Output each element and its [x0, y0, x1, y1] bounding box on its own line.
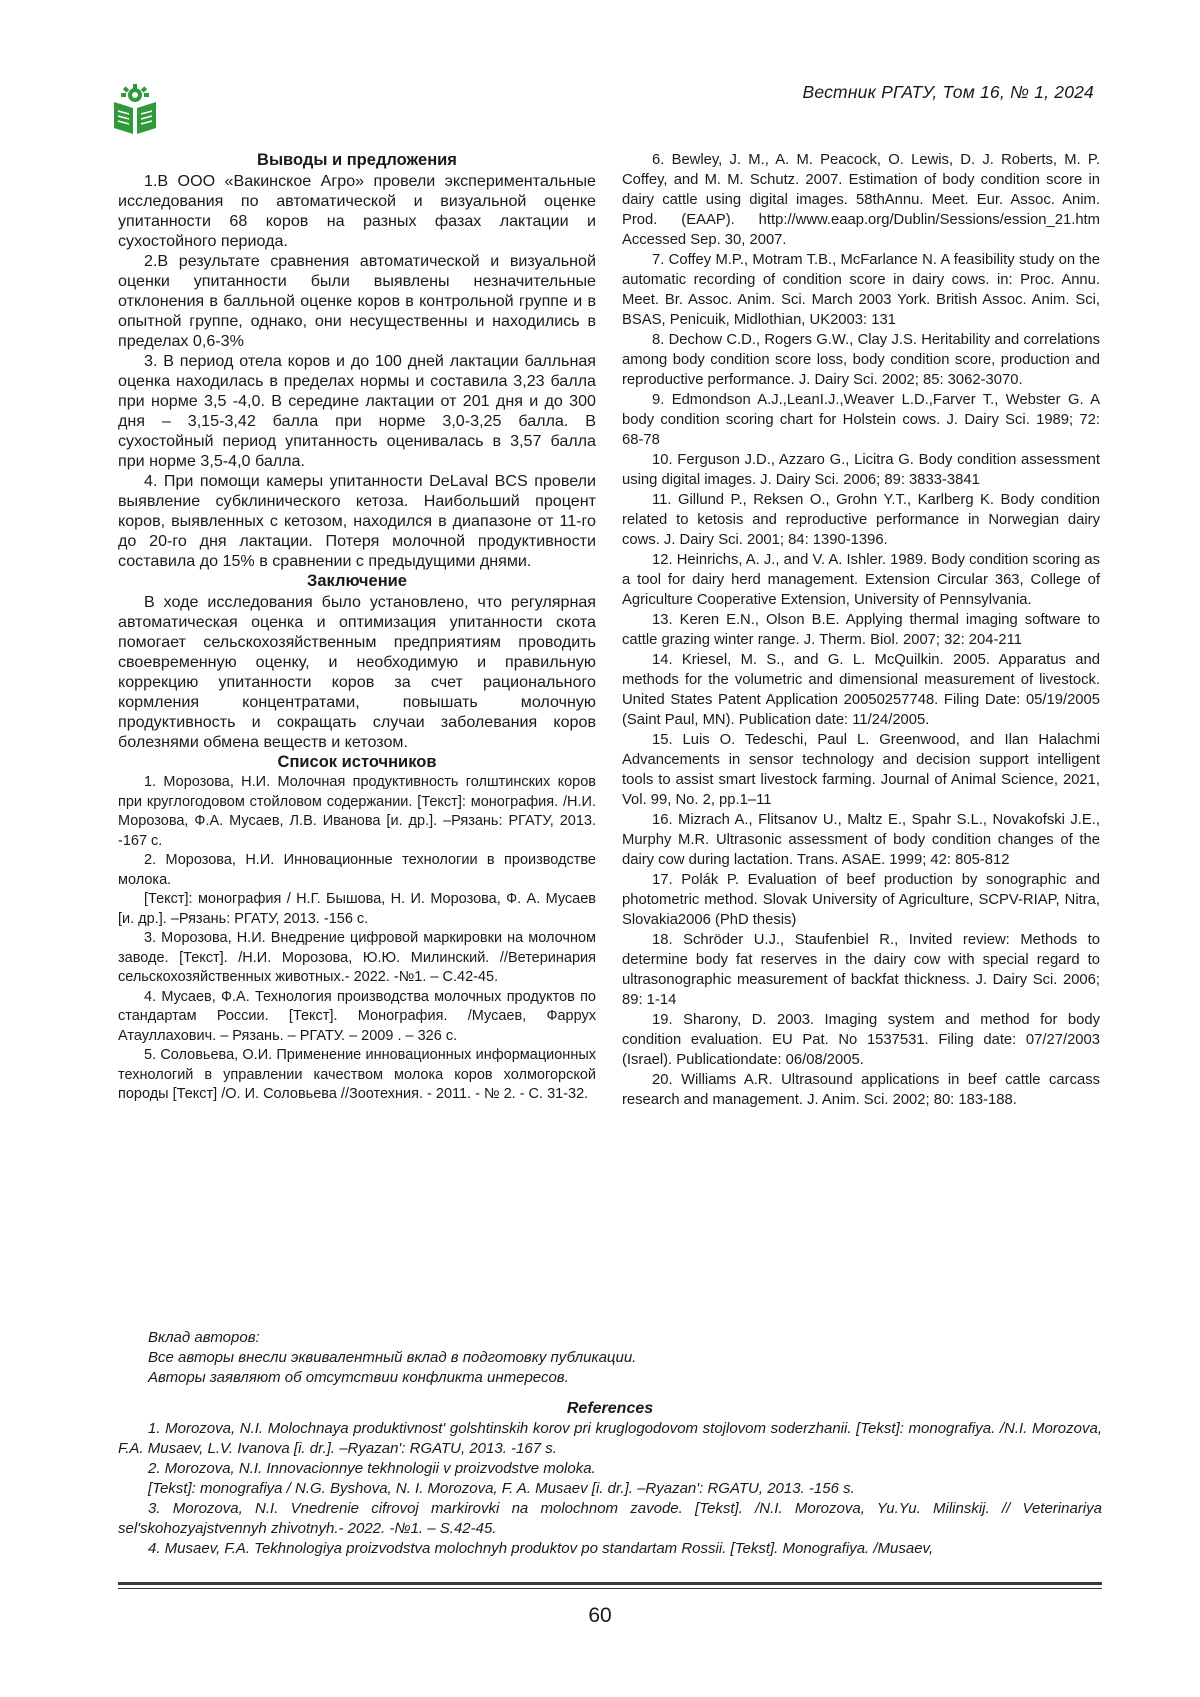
source-item: 8. Dechow C.D., Rogers G.W., Clay J.S. Heritability and correlations among body condition score loss, body condition score, production and reproductive performance. J. Dairy Sci. 2002; 85: 3062-3070.: [622, 332, 1100, 388]
source-item: 9. Edmondson A.J.,LeanI.J.,Weaver L.D.,Farver T., Webster G. A body condition scoring chart for Holstein cows. J. Dairy Sci. 1989; 72: 68-78: [622, 392, 1100, 448]
source-item: 20. Williams A.R. Ultrasound applications in beef cattle carcass research and management. J. Anim. Sci. 2002; 80: 183-188.: [622, 1072, 1100, 1108]
source-item: 15. Luis O. Tedeschi, Paul L. Greenwood, and Ilan Halachmi Advancements in sensor technology and decision support intelligent tools to assist smart livestock farming. Journal of Animal Science, 2021, Vol. 99, No. 2, pp.1–11: [622, 732, 1100, 808]
bottom-section: [118, 1328, 1102, 1559]
source-item: 11. Gillund P., Reksen O., Grohn Y.T., Karlberg K. Body condition related to ketosis and reproductive performance in Norwegian dairy cows. J. Dairy Sci. 2001; 84: 1390-1396.: [622, 492, 1100, 548]
source-item: [Текст]: монография / Н.Г. Бышова, Н. И. Морозова, Ф. А. Мусаев [и. др.]. –Рязань: РГАТУ, 2013. -156 с.: [118, 891, 596, 927]
reference-item: [Tekst]: monografiya / N.G. Byshova, N. I. Morozova, F. A. Musaev [i. dr.]. –Ryazan': RGATU, 2013. -156 s.: [148, 1480, 855, 1497]
author-contribution-title: Вклад авторов:: [148, 1329, 260, 1346]
author-contribution-text: Все авторы внесли эквивалентный вклад в подготовку публикации.: [148, 1349, 637, 1366]
conclusions-heading: Выводы и предложения: [257, 151, 457, 169]
source-item: 3. Морозова, Н.И. Внедрение цифровой маркировки на молочном заводе. [Текст]. /Н.И. Морозова, Ю.Ю. Милинский. //Ветеринария сельскохозяйственных животных.- 2022. -№1. – С.42-45.: [118, 930, 596, 985]
reference-item: 1. Morozova, N.I. Molochnaya produktivnost' golshtinskih korov pri kruglogodovom stojlovom soderzhanii. [Tekst]: monografiya. /N.I. Morozova, F.A. Musaev, L.V. Ivanova [i. dr.]. –Ryazan': RGATU, 2013. -167 s.: [118, 1420, 1102, 1457]
source-item: 14. Kriesel, M. S., and G. L. McQuilkin. 2005. Apparatus and methods for the volumetric and dimensional measurement of livestock. United States Patent Application 20050257748. Filing Date: 05/19/2005 (Saint Paul, MN). Publication date: 11/24/2005.: [622, 652, 1100, 728]
book-gear-logo-icon: [112, 84, 158, 134]
source-item: 1. Морозова, Н.И. Молочная продуктивность голштинских коров при круглогодовом стойловом содержании. [Текст]: монография. /Н.И. Морозова, Ф.А. Мусаев, Л.В. Иванова [и. др.]. –Рязань: РГАТУ, 2013. -167 с.: [118, 774, 596, 849]
reference-item: 2. Morozova, N.I. Innovacionnye tekhnologii v proizvodstve moloka.: [148, 1460, 596, 1477]
reference-item: 3. Morozova, N.I. Vnedrenie cifrovoj markirovki na molochnom zavode. [Tekst]. /N.I. Morozova, Yu.Yu. Milinskij. // Veterinariya sel'skohozyajstvennyh zhivotnyh.- 2022. -№1. – S.42-45.: [118, 1500, 1102, 1537]
references-en: [118, 1398, 1102, 1559]
footer-rule-thick: [118, 1582, 1102, 1585]
conclusion-item: 2.В результате сравнения автоматической и визуальной оценки упитанности были выявлены незначительные отклонения в балльной оценке коров в контрольной группе и в опытной группе, однако, они несущественны и находились в пределах 0,6-3%: [118, 252, 596, 350]
sources-heading: Список источников: [277, 753, 437, 771]
footer-rule-thin: [118, 1588, 1102, 1589]
source-item: 12. Heinrichs, A. J., and V. A. Ishler. 1989. Body condition scoring as a tool for dairy herd management. Extension Circular 363, College of Agriculture Cooperative Extension, University of Pennsylvania.: [622, 552, 1100, 608]
source-item: 5. Соловьева, О.И. Применение инновационных информационных технологий в управлении качеством молока коров холмогорской породы [Текст] /О. И. Соловьева //Зоотехния. - 2011. - № 2. - С. 31-32.: [118, 1047, 596, 1102]
page-header: [112, 70, 1106, 140]
source-item: 2. Морозова, Н.И. Инновационные технологии в производстве молока.: [118, 852, 596, 888]
sources-list-ru: [118, 773, 596, 1105]
conclusion-item: 4. При помощи камеры упитанности DeLaval BCS провели выявление субклинического кетоза. Наибольший процент коров, выявленных с кетозом, находился в диапазоне от 11-го до 20-го дня лактации. Потеря молочной продуктивности составила до 15% в сравнении с предыдущими днями.: [118, 472, 596, 570]
left-column: [118, 150, 596, 1105]
journal-title: Вестник РГАТУ, Том 16, № 1, 2024: [802, 82, 1094, 102]
source-item: 13. Keren E.N., Olson B.E. Applying thermal imaging software to cattle grazing winter range. J. Therm. Biol. 2007; 32: 204-211: [622, 612, 1100, 648]
conflict-of-interest-text: Авторы заявляют об отсутствии конфликта интересов.: [148, 1369, 569, 1386]
source-item: 6. Bewley, J. M., A. M. Peacock, O. Lewis, D. J. Roberts, M. P. Coffey, and M. M. Schutz. 2007. Estimation of body condition score in dairy cattle using digital images. 58thAnnu. Meet. Eur. Assoc. Anim. Prod. (EAAP). http://www.eaap.org/Dublin/Sessions/ession_21.htm Accessed Sep. 30, 2007.: [622, 152, 1100, 248]
source-item: 17. Polák P. Evaluation of beef production by sonographic and photometric method. Slovak University of Agriculture, SCPV-RIAP, Nitra, Slovakia2006 (PhD thesis): [622, 872, 1100, 928]
page-number: 60: [588, 1604, 612, 1627]
conclusion-item: 3. В период отела коров и до 100 дней лактации балльная оценка находилась в пределах нормы и составила 3,23 балла при норме 3,5 -4,0. В середине лактации от 201 дня и до 300 дня – 3,15-3,42 балла при норме 3,0-3,25 балла. В сухостойный период упитанность оценивалась в 3,57 балла при норме 3,5-4,0 балла.: [118, 352, 596, 470]
conclusion-item: 1.В ООО «Вакинское Агро» провели экспериментальные исследования по автоматической и визуальной оценке упитанности 68 коров на разных фазах лактации и сухостойного периода.: [118, 172, 596, 250]
source-item: 16. Mizrach A., Flitsanov U., Maltz E., Spahr S.L., Novakofski J.E., Murphy M.R. Ultrasonic assessment of body condition changes of the dairy cow during lactation. Trans. ASAE. 1999; 42: 805-812: [622, 812, 1100, 868]
summary-heading: Заключение: [307, 572, 407, 590]
reference-item: 4. Musaev, F.A. Tekhnologiya proizvodstva molochnyh produktov po standartam Rossii. [Tekst]. Monografiya. /Musaev,: [148, 1540, 934, 1557]
summary-text: В ходе исследования было установлено, что регулярная автоматическая оценка и оптимизация упитанности скота помогает сельскохозяйственным предприятиям проводить своевременную оценку, и необходимую и правильную коррекцию упитанности коров за счет рационального кормления концентратами, повышать молочную продуктивность и сокращать случаи заболевания коров болезнями обмена веществ и кетозом.: [118, 593, 596, 751]
right-column: [622, 150, 1100, 1110]
source-item: 7. Coffey M.P., Motram T.B., McFarlance N. A feasibility study on the automatic recording of condition score in dairy cows. in: Proc. Annu. Meet. Br. Assoc. Anim. Sci. March 2003 York. British Assoc. Anim. Sci, BSAS, Penicuik, Midlothian, UK2003: 131: [622, 252, 1100, 328]
source-item: 10. Ferguson J.D., Azzaro G., Licitra G. Body condition assessment using digital images. J. Dairy Sci. 2006; 89: 3833-3841: [622, 452, 1100, 488]
source-item: 18. Schröder U.J., Staufenbiel R., Invited review: Methods to determine body fat reserves in the dairy cow with special regard to ultrasonographic measurement of backfat thickness. J. Dairy Sci. 2006; 89: 1-14: [622, 932, 1100, 1008]
source-item: 19. Sharony, D. 2003. Imaging system and method for body condition evaluation. EU Pat. No 1537531. Filing date: 07/27/2003 (Israel). Publicationdate: 06/08/2005.: [622, 1012, 1100, 1068]
references-heading: References: [566, 1400, 654, 1417]
source-item: 4. Мусаев, Ф.А. Технология производства молочных продуктов по стандартам России. [Текст]. Монография. /Мусаев, Фаррух Атауллахович. – Рязань. – РГАТУ. – 2009 . – 326 с.: [118, 988, 596, 1044]
